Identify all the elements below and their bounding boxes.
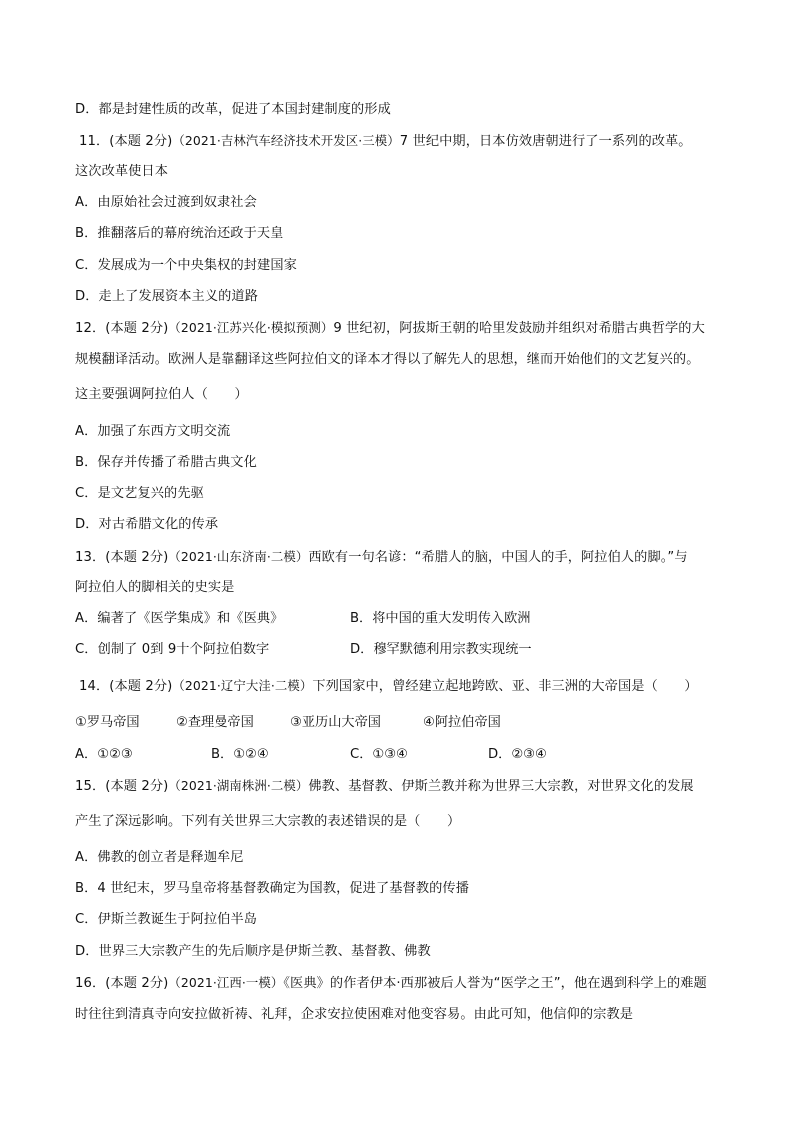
q11-stem bbox=[79, 131, 692, 152]
q12-stem-line1: 9 世纪初，阿拔斯王朝的哈里发鼓励并组织对希腊古典哲学的大 bbox=[333, 321, 705, 336]
q14-stem bbox=[79, 676, 698, 697]
q15-stem-line2: 产生了深远影响。下列有关世界三大宗教的表述错误的是（ ） bbox=[75, 814, 461, 829]
q14-option-d: D．②③④ bbox=[488, 747, 547, 762]
q16-stem bbox=[75, 973, 707, 994]
q11-stem-line1: 7 世纪中期，日本仿效唐朝进行了一系列的改革。 bbox=[399, 134, 692, 149]
q15-source: （2021·湖南株洲·二模） bbox=[168, 778, 309, 793]
q11-number: 11．(本题 2分) bbox=[79, 134, 173, 149]
q15-number: 15．(本题 2分) bbox=[75, 779, 169, 794]
q16-source: （2021·江西·一模） bbox=[168, 975, 284, 990]
q14-item-2: ②查理曼帝国 bbox=[176, 715, 254, 730]
q15-option-a: A．佛教的创立者是释迦牟尼 bbox=[75, 850, 244, 865]
q12-stem-line2: 规模翻译活动。欧洲人是靠翻译这些阿拉伯文的译本才得以了解先人的思想，继而开始他们的文艺复兴的。 bbox=[75, 352, 700, 367]
q14-number: 14．(本题 2分) bbox=[79, 679, 173, 694]
q10-option-d: D．都是封建性质的改革，促进了本国封建制度的形成 bbox=[75, 102, 391, 117]
q15-option-d: D．世界三大宗教产生的先后顺序是伊斯兰教、基督教、佛教 bbox=[75, 944, 431, 959]
q14-option-a: A．①②③ bbox=[75, 747, 133, 762]
q16-stem-line1: 《医典》的作者伊本·西那被后人誉为“医学之王”，他在遇到科学上的难题 bbox=[283, 976, 707, 991]
q12-option-a: A．加强了东西方文明交流 bbox=[75, 424, 231, 439]
q14-item-3: ③亚历山大帝国 bbox=[290, 715, 381, 730]
q12-option-d: D．对古希腊文化的传承 bbox=[75, 517, 219, 532]
q14-option-b: B．①②④ bbox=[211, 747, 269, 762]
q11-option-a: A．由原始社会过渡到奴隶社会 bbox=[75, 195, 257, 210]
q13-option-c: C．创制了 0到 9十个阿拉伯数字 bbox=[75, 642, 270, 657]
q13-option-a: A．编著了《医学集成》和《医典》 bbox=[75, 611, 284, 626]
q16-number: 16．(本题 2分) bbox=[75, 976, 169, 991]
q15-option-c: C．伊斯兰教诞生于阿拉伯半岛 bbox=[75, 912, 258, 927]
q14-option-c: C．①③④ bbox=[350, 747, 408, 762]
q15-option-b: B．4 世纪末，罗马皇帝将基督教确定为国教，促进了基督教的传播 bbox=[75, 881, 469, 896]
q11-stem-line2: 这次改革使日本 bbox=[75, 164, 169, 179]
q13-option-d: D．穆罕默德利用宗教实现统一 bbox=[350, 642, 532, 657]
q14-item-4: ④阿拉伯帝国 bbox=[423, 715, 501, 730]
q13-number: 13．(本题 2分) bbox=[75, 550, 169, 565]
q11-option-d: D．走上了发展资本主义的道路 bbox=[75, 289, 258, 304]
q14-stem-line1: 下列国家中，曾经建立起地跨欧、亚、非三洲的大帝国是（ ） bbox=[312, 679, 698, 694]
q14-source: （2021·辽宁大洼·二模） bbox=[172, 678, 313, 693]
q13-stem-line2: 阿拉伯人的脚相关的史实是 bbox=[75, 580, 235, 595]
q13-source: （2021·山东济南·二模） bbox=[168, 549, 309, 564]
q13-stem-line1: 西欧有一句名谚：“希腊人的脑，中国人的手，阿拉伯人的脚。”与 bbox=[308, 550, 688, 565]
q12-source: （2021·江苏兴化·模拟预测） bbox=[168, 320, 334, 335]
q14-item-1: ①罗马帝国 bbox=[75, 715, 140, 730]
q15-stem bbox=[75, 776, 694, 797]
q11-option-b: B．推翻落后的幕府统治还政于天皇 bbox=[75, 226, 284, 241]
q13-stem bbox=[75, 547, 688, 568]
q16-stem-line2: 时往往到清真寺向安拉做祈祷、礼拜，企求安拉使困难对他变容易。由此可知，他信仰的宗教是 bbox=[75, 1007, 634, 1022]
q12-option-c: C．是文艺复兴的先驱 bbox=[75, 486, 204, 501]
q15-stem-line1: 佛教、基督教、伊斯兰教并称为世界三大宗教，对世界文化的发展 bbox=[308, 779, 694, 794]
q11-source: （2021·吉林汽车经济技术开发区·三模） bbox=[172, 133, 400, 148]
q13-option-b: B．将中国的重大发明传入欧洲 bbox=[350, 611, 531, 626]
q12-stem bbox=[75, 318, 705, 339]
q12-stem-line3: 这主要强调阿拉伯人（ ） bbox=[75, 387, 248, 402]
q12-number: 12．(本题 2分) bbox=[75, 321, 169, 336]
q11-option-c: C．发展成为一个中央集权的封建国家 bbox=[75, 258, 297, 273]
q12-option-b: B．保存并传播了希腊古典文化 bbox=[75, 455, 257, 470]
